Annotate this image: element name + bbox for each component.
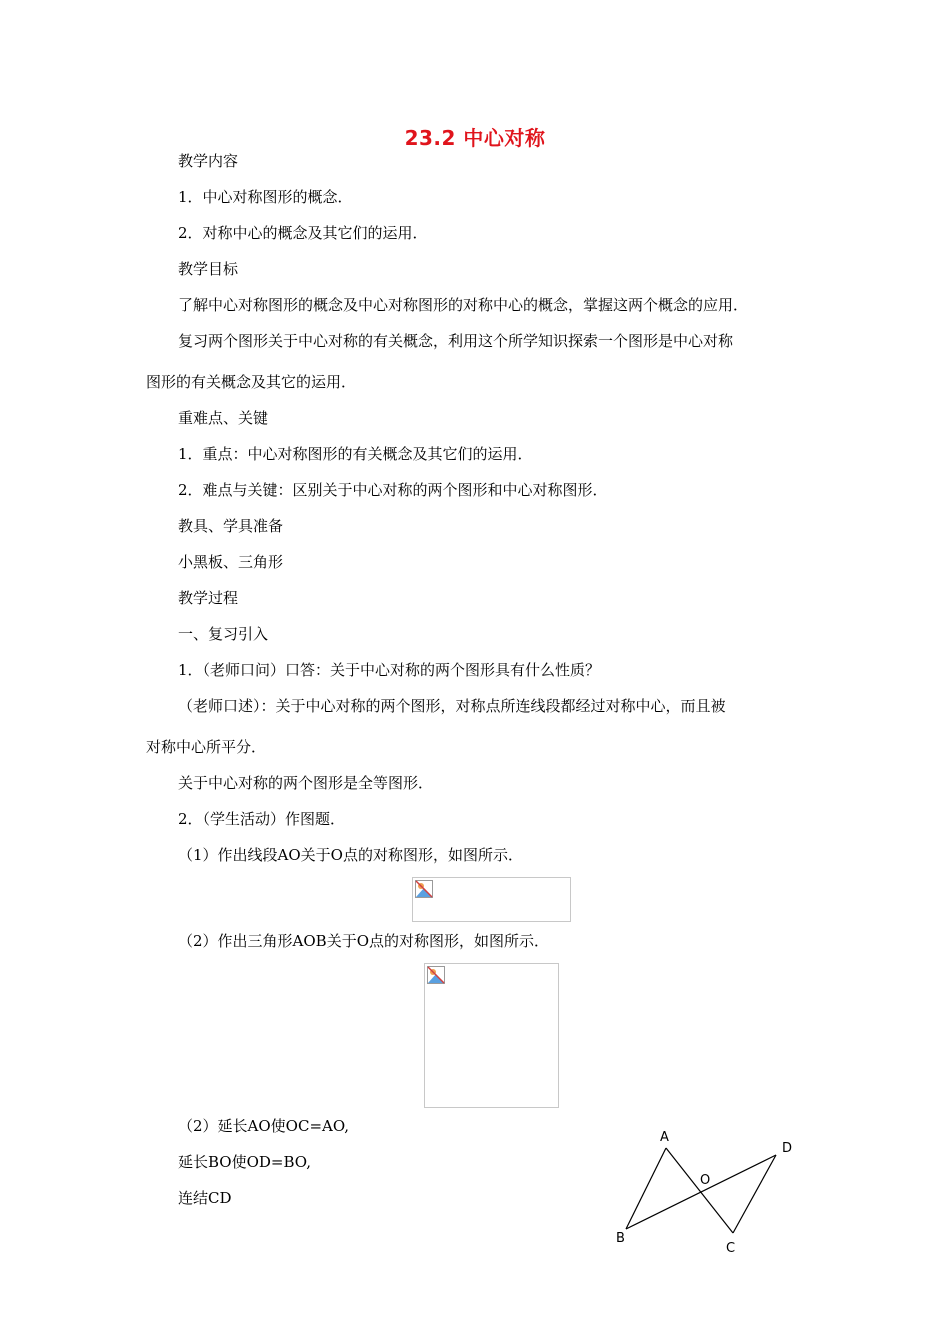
paragraph: 对称中心所平分． [146,738,267,756]
paragraph: （老师口述）：关于中心对称的两个图形，对称点所连线段都经过对称中心，而且被 [178,697,726,715]
label-b: B [616,1231,625,1246]
segment-cd [733,1155,776,1233]
section-heading: 教学内容 [178,152,239,170]
paragraph: （2）延长AO使OC=AO, [178,1117,350,1135]
figure-placeholder-2 [424,963,559,1108]
segment-ac [666,1148,733,1233]
paragraph: 连结CD [178,1189,232,1207]
paragraph: 关于中心对称的两个图形是全等图形． [178,774,434,792]
paragraph: 复习两个图形关于中心对称的有关概念，利用这个所学知识探索一个图形是中心对称 [178,332,734,350]
broken-image-icon [427,966,445,984]
label-d: D [782,1141,793,1156]
paragraph: 了解中心对称图形的概念及中心对称图形的对称中心的概念，掌握这两个概念的应用． [178,296,749,314]
paragraph: （1）作出线段AO关于O点的对称图形，如图所示． [178,846,523,864]
segment-ab [626,1148,666,1229]
geometry-figure [600,1120,810,1260]
label-c: C [726,1241,736,1256]
paragraph: 延长BO使OD=BO, [178,1153,311,1171]
paragraph: 1．中心对称图形的概念． [178,188,353,206]
paragraph: 2．对称中心的概念及其它们的运用． [178,224,428,242]
section-heading: 一、复习引入 [178,625,269,643]
paragraph: 1．重点：中心对称图形的有关概念及其它们的运用． [178,445,533,463]
label-o: O [700,1173,711,1188]
label-a: A [660,1130,669,1145]
paragraph: （2）作出三角形AOB关于O点的对称图形，如图所示． [178,932,549,950]
section-heading: 教学过程 [178,589,239,607]
section-heading: 重难点、关键 [178,409,269,427]
paragraph: 2．难点与关键：区别关于中心对称的两个图形和中心对称图形． [178,481,608,499]
paragraph: 小黑板、三角形 [178,553,284,571]
section-heading: 教学目标 [178,260,239,278]
paragraph: 1．（老师口问）口答：关于中心对称的两个图形具有什么性质？ [178,661,601,679]
paragraph: 图形的有关概念及其它的运用． [146,373,357,391]
page-title: 23.2 中心对称 [404,126,546,150]
figure-placeholder-1 [412,877,571,922]
section-heading: 教具、学具准备 [178,517,284,535]
paragraph: 2．（学生活动）作图题． [178,810,346,828]
broken-image-icon [415,880,433,898]
